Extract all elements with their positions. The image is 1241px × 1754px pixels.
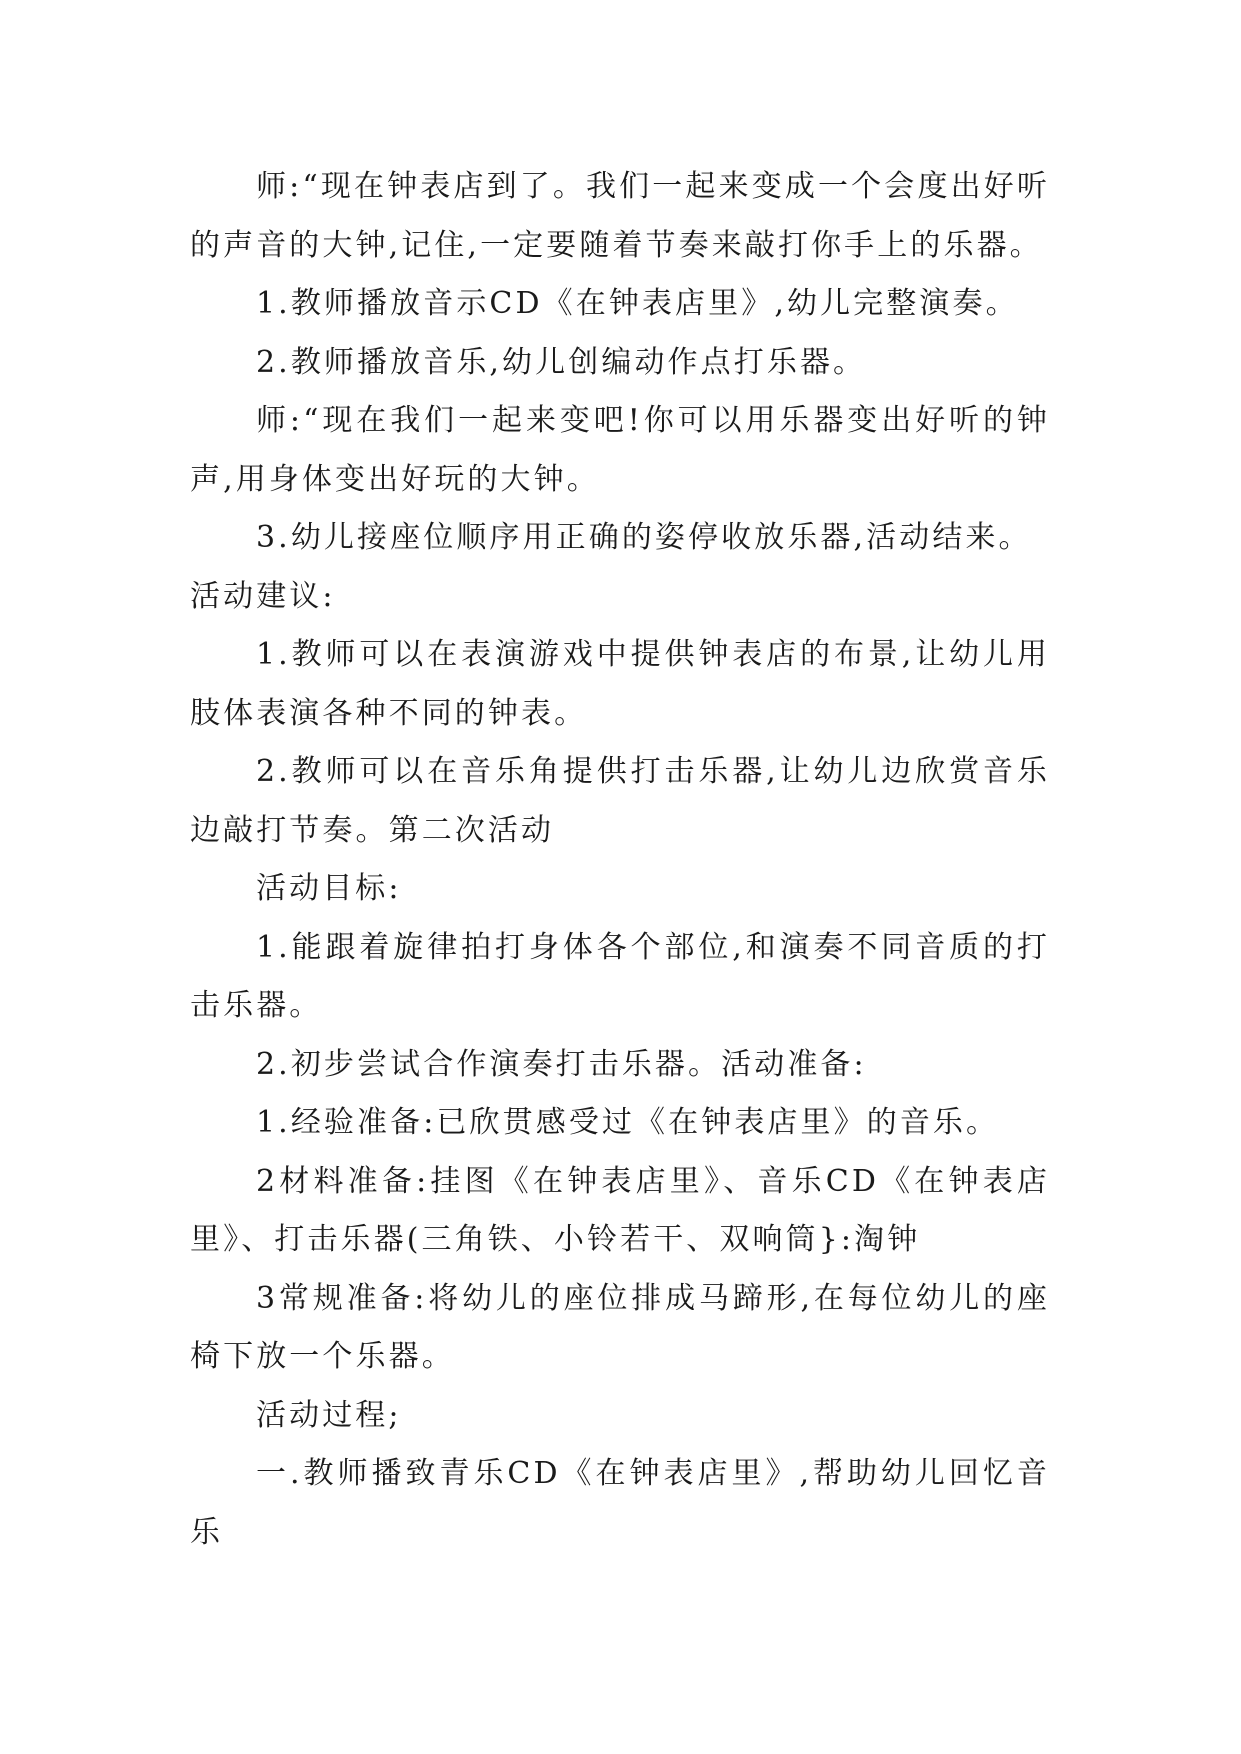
paragraph-teacher-transform: 师:“现在我们一起来变吧!你可以用乐器变出好听的钟声,用身体变出好玩的大钟。: [190, 403, 1050, 497]
document-body: [190, 158, 1050, 1562]
paragraph-teacher-clock-shop: 师:“现在钟表店到了。我们一起来变成一个会度出好听的声音的大钟,记住,一定要随着节奏来敲打你手上的乐器。: [190, 169, 1050, 263]
paragraph-prep-experience: 1.经验准备:已欣贯感受过《在钟表店里》的音乐。: [256, 1105, 1000, 1140]
paragraph-goal-1: 1.能跟着旋律拍打身体各个部位,和演奏不同音质的打击乐器。: [190, 929, 1050, 1023]
heading-activity-process: 活动过程;: [256, 1397, 402, 1433]
paragraph-suggestion-1: 1.教师可以在表演游戏中提供钟表店的布景,让幼儿用肢体表演各种不同的钟表。: [190, 637, 1050, 731]
heading-activity-suggestions: 活动建议:: [190, 578, 336, 614]
paragraph-prep-routine: 3常规准备:将幼儿的座位排成马蹄形,在每位幼儿的座椅下放一个乐器。: [190, 1280, 1050, 1374]
paragraph-step-3-put-away: 3.幼儿接座位顺序用正确的姿停收放乐器,活动结来。: [256, 520, 1032, 555]
paragraph-process-step-1: 一.教师播致青乐CD《在钟表店里》,帮助幼儿回忆音乐: [190, 1456, 1050, 1550]
paragraph-step-1-play-cd: 1.教师播放音示CD《在钟表店里》,幼儿完整演奏。: [256, 286, 1019, 321]
paragraph-goal-2: 2.初步尝试合作演奏打击乐器。活动准备:: [256, 1046, 867, 1082]
heading-activity-goals: 活动目标:: [256, 871, 402, 906]
paragraph-suggestion-2: 2.教师可以在音乐角提供打击乐器,让幼儿边欣赏音乐边敲打节奏。第二次活动: [190, 754, 1050, 848]
paragraph-step-2-play-music: 2.教师播放音乐,幼儿创编动作点打乐器。: [256, 344, 867, 380]
paragraph-prep-materials: 2材料准备:挂图《在钟表店里》、音乐CD《在钟表店里》、打击乐器(三角铁、小铃若干、双响筒}:淘钟: [190, 1163, 1050, 1257]
